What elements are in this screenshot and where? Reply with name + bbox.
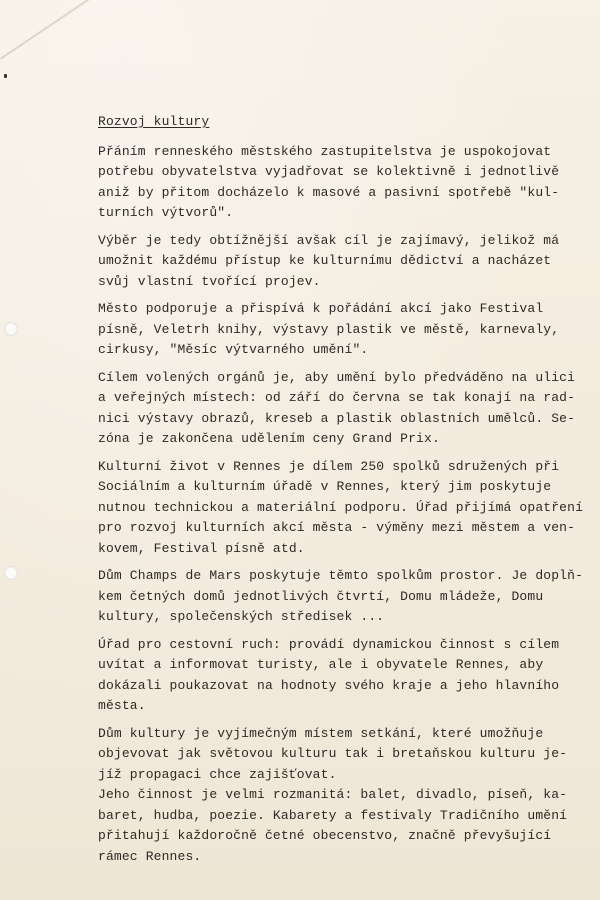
document-body	[98, 112, 586, 874]
text-line: zóna je zakončena udělením ceny Grand Prix.	[98, 431, 440, 446]
paragraph-5	[98, 457, 586, 560]
text-line: Dům kultury je vyjímečným místem setkání, které umožňuje	[98, 725, 544, 741]
paragraph-2	[98, 231, 586, 293]
text-line: Přáním rennеského městského zastupitelstva je uspokojovat	[98, 143, 552, 159]
text-line: baret, hudba, poezie. Kabarety a festivaly Tradičního umění	[98, 807, 568, 823]
text-line: cirkusy, "Měsíc výtvarného umění".	[98, 342, 369, 357]
text-line: kem četných domů jednotlivých čtvrtí, Domu mládeže, Domu	[98, 588, 544, 604]
punch-hole-top	[4, 322, 18, 336]
paragraph-3	[98, 299, 586, 361]
punch-hole-bottom	[4, 566, 18, 580]
text-line: dokázali poukazovat na hodnoty svého kraje a jeho hlavního	[98, 677, 560, 693]
text-line: města.	[98, 698, 146, 713]
text-line: písně, Veletrh knihy, výstavy plastik ve městě, karnevaly,	[98, 321, 560, 337]
text-line: přitahují každoročně četné obecenstvo, značně převyšující	[98, 828, 552, 843]
text-line: objevovat jak světovou kulturu tak i bretaňskou kulturu je-	[98, 746, 568, 761]
text-line: turních výtvorů".	[98, 205, 234, 220]
text-line: rámec Rennes.	[98, 848, 202, 864]
text-line: jíž propagaci chce zajišťovat.	[98, 766, 337, 782]
paragraph-8	[98, 724, 586, 786]
paragraph-4	[98, 368, 586, 450]
text-line: Kulturní život v Rennes je dílem 250 spolků sdružených při	[98, 458, 560, 474]
text-line: svůj vlastní tvořící projev.	[98, 273, 321, 289]
text-line: uvítat a informovat turisty, ale i obyvatele Rennes, aby	[98, 657, 544, 672]
ink-mark	[4, 74, 7, 78]
text-line: kultury, společenských středisek ...	[98, 609, 385, 624]
paragraph-9	[98, 785, 586, 867]
text-line: nutnou technickou a materiální podporu. Úřad přijímá opatření	[98, 499, 584, 515]
text-line: kovem, Festival písně atd.	[98, 540, 305, 556]
text-line: Město podporuje a přispívá k pořádání akcí jako Festival	[98, 301, 544, 316]
paper-fold-crease	[0, 0, 101, 60]
text-line: umožnit každému přístup ke kulturnímu dědictví a nacházet	[98, 253, 552, 268]
text-line: Cílem volených orgánů je, aby umění bylo předváděno na ulici	[98, 369, 576, 385]
text-line: aniž by přitom docházelo k masové a pasivní spotřebě "kul-	[98, 184, 560, 200]
text-line: Úřad pro cestovní ruch: provádí dynamickou činnost s cílem	[98, 636, 560, 652]
paragraph-7	[98, 635, 586, 717]
text-line: Sociálním a kulturním úřadě v Rennes, který jim poskytuje	[98, 479, 552, 494]
paragraph-1	[98, 142, 586, 224]
text-line: potřebu obyvatelstva vyjadřovat se kolektivně i jednotlivě	[98, 164, 560, 179]
text-line: nici výstavy obrazů, kreseb a plastik oblastních umělců. Se-	[98, 410, 576, 426]
paragraph-6	[98, 566, 586, 628]
document-heading: Rozvoj kultury	[98, 114, 210, 129]
text-line: a veřejných místech: od září do června se tak konají na rad-	[98, 390, 576, 405]
text-line: pro rozvoj kulturních akcí města - výměny mezi městem a ven-	[98, 520, 576, 535]
text-line: Jeho činnost je velmi rozmanitá: balet, divadlo, píseň, ka-	[98, 787, 568, 802]
text-line: Dům Champs de Mars poskytuje těmto spolkům prostor. Je doplň-	[98, 568, 584, 583]
text-line: Výběr je tedy obtížnější avšak cíl je zajímavý, jelikož má	[98, 232, 560, 248]
